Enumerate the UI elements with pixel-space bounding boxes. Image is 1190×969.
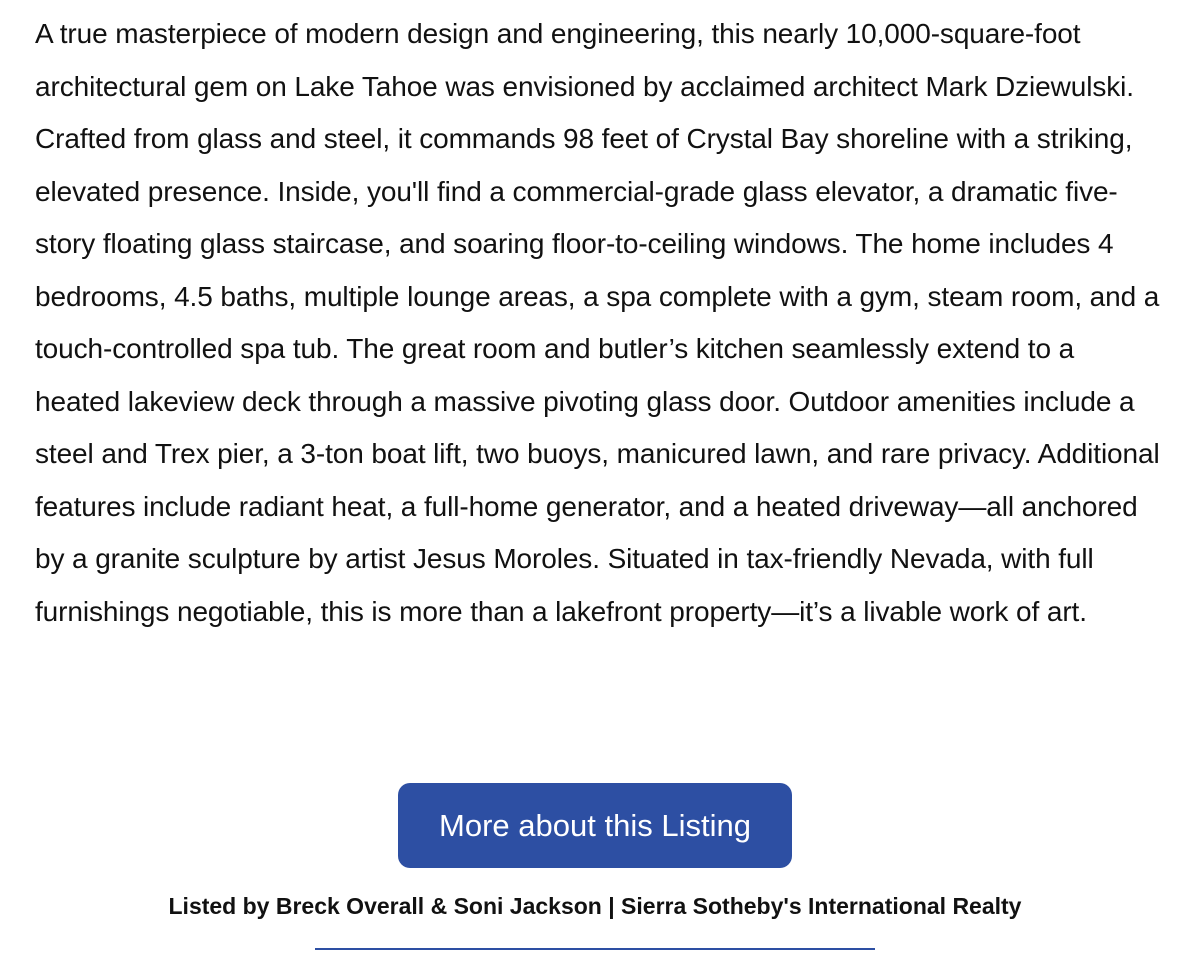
cta-container xyxy=(0,783,1190,868)
listing-agents-credit: Listed by Breck Overall & Soni Jackson | Sierra Sotheby's International Realty xyxy=(168,893,1022,919)
more-about-listing-button[interactable]: More about this Listing xyxy=(398,783,792,868)
listing-description: A true masterpiece of modern design and engineering, this nearly 10,000-square-foot architectural gem on Lake Tahoe was envisioned by acclaimed architect Mark Dziewulski. Crafted from glass and steel, it commands 98 feet of Crystal Bay shoreline with a striking, elevated presence. Inside, you'll find a commercial-grade glass elevator, a dramatic five-story floating glass staircase, and soaring floor-to-ceiling windows. The home includes 4 bedrooms, 4.5 baths, multiple lounge areas, a spa complete with a gym, steam room, and a touch-controlled spa tub. The great room and butler’s kitchen seamlessly extend to a heated lakeview deck through a massive pivoting glass door. Outdoor amenities include a steel and Trex pier, a 3-ton boat lift, two buoys, manicured lawn, and rare privacy. Additional features include radiant heat, a full-home generator, and a heated driveway—all anchored by a granite sculpture by artist Jesus Moroles. Situated in tax-friendly Nevada, with full furnishings negotiable, this is more than a lakefront property—it’s a livable work of art. xyxy=(35,18,1160,627)
footer-divider xyxy=(315,948,875,950)
